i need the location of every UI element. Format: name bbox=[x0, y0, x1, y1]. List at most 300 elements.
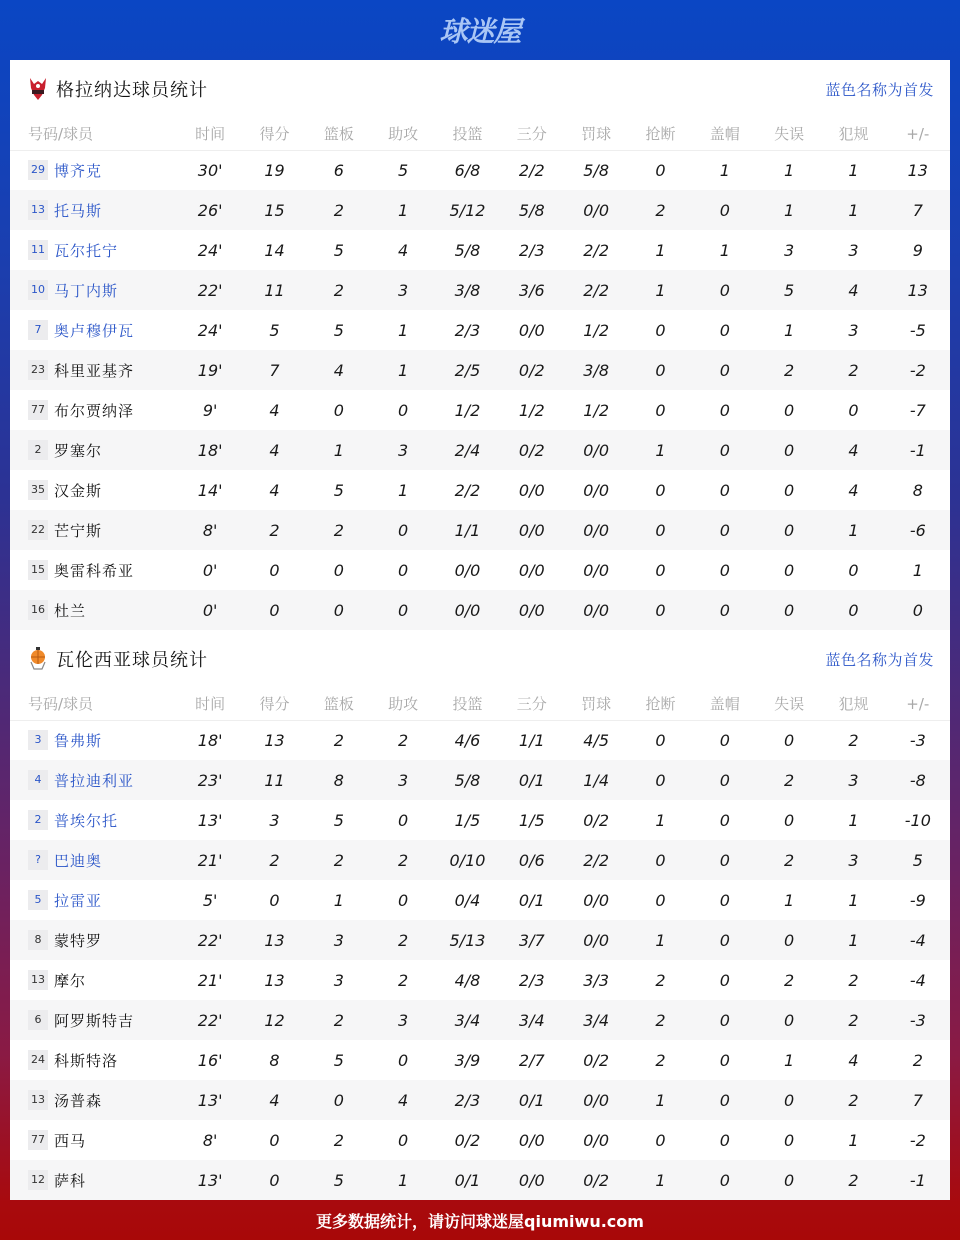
stat-cell: 0 bbox=[719, 1010, 730, 1030]
player-cell bbox=[10, 510, 178, 550]
stat-cell: 2 bbox=[848, 1010, 859, 1030]
player-row[interactable] bbox=[10, 1120, 950, 1160]
jersey-number-badge: 35 bbox=[28, 480, 48, 500]
stat-cell: 7 bbox=[912, 1090, 923, 1110]
stat-cell: 4/5 bbox=[583, 730, 609, 750]
stat-cell: 0/0 bbox=[518, 560, 545, 580]
player-name-link[interactable]: 巴迪奥 bbox=[54, 851, 103, 870]
stat-cell: 0 bbox=[655, 730, 666, 750]
jersey-number-badge: 15 bbox=[28, 560, 48, 580]
column-header: +/- bbox=[886, 118, 950, 150]
column-header: 盖帽 bbox=[693, 118, 757, 150]
stat-cell: 0 bbox=[784, 930, 795, 950]
player-name-link[interactable]: 马丁内斯 bbox=[54, 281, 119, 300]
stat-cell: 0 bbox=[719, 930, 730, 950]
stat-cell: 0 bbox=[655, 320, 666, 340]
stat-cell: 3/7 bbox=[518, 930, 545, 950]
stat-cell: -3 bbox=[909, 1010, 926, 1030]
jersey-number-badge: 11 bbox=[28, 240, 48, 260]
player-name-link[interactable]: 拉雷亚 bbox=[54, 891, 103, 910]
stat-cell: 15 bbox=[264, 200, 285, 220]
stat-cell: 5 bbox=[333, 1050, 344, 1070]
stat-cell: 4 bbox=[269, 480, 280, 500]
stat-cell: 0/0 bbox=[518, 320, 545, 340]
stat-cell: 2 bbox=[848, 970, 859, 990]
stat-cell: 0 bbox=[719, 280, 730, 300]
stat-cell: 2 bbox=[848, 1090, 859, 1110]
jersey-number-badge: 6 bbox=[28, 1010, 48, 1030]
stat-cell: 4 bbox=[848, 1050, 859, 1070]
player-name-link[interactable]: 普拉迪利亚 bbox=[54, 771, 135, 790]
column-header: 投篮 bbox=[435, 688, 499, 720]
table-header-row bbox=[10, 118, 950, 150]
player-row[interactable] bbox=[10, 510, 950, 550]
stat-cell: 0 bbox=[655, 480, 666, 500]
jersey-number-badge: 2 bbox=[28, 810, 48, 830]
stat-cell: 4 bbox=[848, 280, 859, 300]
stat-cell: 0 bbox=[784, 560, 795, 580]
stat-cell: 0 bbox=[398, 520, 409, 540]
stat-cell: 2 bbox=[912, 1050, 923, 1070]
player-name-link[interactable]: 罗塞尔 bbox=[54, 441, 103, 460]
stat-cell: 2 bbox=[333, 1010, 344, 1030]
team-title-text: 格拉纳达球员统计 bbox=[56, 80, 208, 101]
granada-team-logo-icon bbox=[28, 77, 48, 101]
player-cell bbox=[10, 390, 178, 430]
stat-cell: 1 bbox=[848, 520, 859, 540]
stat-cell: 0 bbox=[719, 560, 730, 580]
stat-cell: 0 bbox=[784, 1090, 795, 1110]
stat-cell: 7 bbox=[912, 200, 923, 220]
stat-cell: 0 bbox=[784, 1130, 795, 1150]
stat-cell: -2 bbox=[909, 360, 926, 380]
player-row[interactable] bbox=[10, 880, 950, 920]
stat-cell: 16' bbox=[197, 1050, 223, 1070]
stat-cell: 2 bbox=[655, 200, 666, 220]
stat-cell: 8' bbox=[202, 1130, 218, 1150]
player-row[interactable] bbox=[10, 230, 950, 270]
stat-cell: 1 bbox=[784, 890, 795, 910]
player-row[interactable] bbox=[10, 760, 950, 800]
stat-cell: 6 bbox=[333, 160, 344, 180]
stat-cell: 18' bbox=[197, 440, 223, 460]
player-name-link[interactable]: 蒙特罗 bbox=[54, 931, 103, 950]
stat-cell: 0/0 bbox=[583, 560, 609, 580]
column-header: 助攻 bbox=[371, 688, 435, 720]
stat-cell: 0 bbox=[719, 1090, 730, 1110]
player-cell bbox=[10, 310, 178, 350]
team-stats-card-valencia bbox=[10, 630, 950, 1200]
player-name-link[interactable]: 汤普森 bbox=[54, 1091, 103, 1110]
stat-cell: 3/4 bbox=[454, 1010, 481, 1030]
stat-cell: 13 bbox=[264, 930, 285, 950]
stat-cell: 5' bbox=[202, 890, 218, 910]
stat-cell: 2 bbox=[333, 850, 344, 870]
column-header: 号码/球员 bbox=[10, 118, 178, 150]
stat-cell: 0 bbox=[719, 320, 730, 340]
stat-cell: 0/0 bbox=[583, 520, 609, 540]
stat-cell: 2/7 bbox=[518, 1050, 545, 1070]
stat-cell: 13' bbox=[197, 1090, 223, 1110]
stat-cell: 13 bbox=[907, 160, 928, 180]
stat-cell: 0 bbox=[784, 1170, 795, 1190]
player-cell bbox=[10, 150, 178, 190]
stat-cell: 0/2 bbox=[583, 1170, 609, 1190]
stat-cell: 0 bbox=[912, 600, 923, 620]
player-cell bbox=[10, 960, 178, 1000]
player-row[interactable] bbox=[10, 150, 950, 190]
stat-cell: 8' bbox=[202, 520, 218, 540]
stat-cell: 3 bbox=[333, 970, 344, 990]
stat-cell: 0 bbox=[784, 440, 795, 460]
stat-cell: -7 bbox=[909, 400, 926, 420]
stat-cell: 0/0 bbox=[518, 520, 545, 540]
stat-cell: 0/4 bbox=[454, 890, 481, 910]
stat-cell: 1 bbox=[333, 440, 344, 460]
player-cell bbox=[10, 470, 178, 510]
stat-cell: -5 bbox=[909, 320, 926, 340]
stat-cell: 0 bbox=[655, 770, 666, 790]
player-row[interactable] bbox=[10, 960, 950, 1000]
player-row[interactable] bbox=[10, 430, 950, 470]
stat-cell: 0 bbox=[655, 600, 666, 620]
stat-cell: 3 bbox=[398, 280, 409, 300]
stat-cell: 13 bbox=[264, 730, 285, 750]
player-row[interactable] bbox=[10, 350, 950, 390]
stat-cell: 14 bbox=[264, 240, 285, 260]
player-name-link[interactable]: 科里亚基齐 bbox=[54, 361, 135, 380]
player-row[interactable] bbox=[10, 310, 950, 350]
player-cell bbox=[10, 1000, 178, 1040]
stat-cell: 1 bbox=[655, 440, 666, 460]
stat-cell: 3/4 bbox=[583, 1010, 609, 1030]
stat-cell: -4 bbox=[909, 970, 926, 990]
stat-cell: 0 bbox=[398, 400, 409, 420]
team-stats-card-granada bbox=[10, 60, 950, 630]
column-header: +/- bbox=[886, 688, 950, 720]
stat-cell: 0 bbox=[784, 1010, 795, 1030]
stat-cell: 2 bbox=[655, 1050, 666, 1070]
player-name-link[interactable]: 托马斯 bbox=[54, 201, 103, 220]
player-name-link[interactable]: 西马 bbox=[54, 1131, 87, 1150]
stat-cell: 2 bbox=[398, 850, 409, 870]
jersey-number-badge: 16 bbox=[28, 600, 48, 620]
player-name-link[interactable]: 鲁弗斯 bbox=[54, 731, 103, 750]
stat-cell: 0 bbox=[719, 440, 730, 460]
jersey-number-badge: 5 bbox=[28, 890, 48, 910]
stat-cell: 0 bbox=[333, 1090, 344, 1110]
stat-cell: 0 bbox=[719, 520, 730, 540]
stat-cell: 0 bbox=[719, 970, 730, 990]
player-cell bbox=[10, 190, 178, 230]
stat-cell: 2 bbox=[333, 730, 344, 750]
stat-cell: 26' bbox=[197, 200, 223, 220]
stat-cell: 1/2 bbox=[583, 400, 609, 420]
stat-cell: 4/8 bbox=[454, 970, 481, 990]
stat-cell: 11 bbox=[264, 770, 285, 790]
player-name-link[interactable]: 普埃尔托 bbox=[54, 811, 119, 830]
player-name-link[interactable]: 杜兰 bbox=[54, 601, 87, 620]
stat-cell: 4 bbox=[269, 1090, 280, 1110]
column-header: 犯规 bbox=[821, 118, 885, 150]
player-cell bbox=[10, 350, 178, 390]
stat-cell: 2 bbox=[784, 770, 795, 790]
site-logo[interactable]: 球迷屋 bbox=[439, 15, 521, 48]
stat-cell: 13' bbox=[197, 1170, 223, 1190]
stat-cell: 2/3 bbox=[518, 970, 545, 990]
stat-cell: 0 bbox=[655, 850, 666, 870]
stat-cell: 3 bbox=[269, 810, 280, 830]
stat-cell: 22' bbox=[197, 930, 223, 950]
player-cell bbox=[10, 920, 178, 960]
stat-cell: 3 bbox=[848, 240, 859, 260]
stat-cell: 0 bbox=[784, 520, 795, 540]
stat-cell: 0 bbox=[269, 600, 280, 620]
stat-cell: 0/0 bbox=[518, 600, 545, 620]
player-row[interactable] bbox=[10, 550, 950, 590]
stat-cell: 1 bbox=[398, 480, 409, 500]
stat-cell: 0 bbox=[655, 360, 666, 380]
stat-cell: 6/8 bbox=[454, 160, 481, 180]
stat-cell: 1 bbox=[912, 560, 923, 580]
stat-cell: 3/8 bbox=[583, 360, 609, 380]
stat-cell: 2 bbox=[784, 850, 795, 870]
stat-cell: 5 bbox=[398, 160, 409, 180]
stat-cell: 0/0 bbox=[454, 600, 481, 620]
stat-cell: 5 bbox=[912, 850, 923, 870]
player-cell bbox=[10, 840, 178, 880]
stat-cell: 8 bbox=[333, 770, 344, 790]
stat-cell: 24' bbox=[197, 240, 223, 260]
stat-cell: 5 bbox=[269, 320, 280, 340]
stat-cell: -9 bbox=[909, 890, 926, 910]
stat-cell: 0 bbox=[655, 560, 666, 580]
stat-cell: 5/13 bbox=[449, 930, 486, 950]
column-header: 盖帽 bbox=[693, 688, 757, 720]
stat-cell: 8 bbox=[269, 1050, 280, 1070]
stat-cell: 4 bbox=[269, 400, 280, 420]
stat-cell: 0 bbox=[719, 730, 730, 750]
jersey-number-badge: 10 bbox=[28, 280, 48, 300]
stat-cell: 3 bbox=[398, 770, 409, 790]
stat-cell: 0 bbox=[784, 810, 795, 830]
jersey-number-badge: 7 bbox=[28, 320, 48, 340]
stat-cell: 3/8 bbox=[454, 280, 481, 300]
stat-cell: 21' bbox=[197, 850, 223, 870]
stat-cell: 0 bbox=[719, 890, 730, 910]
stat-cell: 1 bbox=[655, 810, 666, 830]
stat-cell: 0/0 bbox=[583, 1090, 609, 1110]
stat-cell: 3/4 bbox=[518, 1010, 545, 1030]
player-cell bbox=[10, 270, 178, 310]
stat-cell: 3 bbox=[848, 770, 859, 790]
stat-cell: 2 bbox=[333, 1130, 344, 1150]
stat-cell: -10 bbox=[904, 810, 931, 830]
stat-cell: 2/3 bbox=[454, 1090, 481, 1110]
stat-cell: 1 bbox=[398, 1170, 409, 1190]
stat-cell: 1 bbox=[784, 160, 795, 180]
column-header: 时间 bbox=[178, 688, 242, 720]
stat-cell: 2 bbox=[333, 280, 344, 300]
stat-cell: 0 bbox=[719, 400, 730, 420]
stat-cell: 1 bbox=[333, 890, 344, 910]
stat-cell: 0 bbox=[398, 810, 409, 830]
stat-cell: 0/0 bbox=[518, 480, 545, 500]
player-row[interactable] bbox=[10, 1080, 950, 1120]
stat-cell: 0/1 bbox=[518, 890, 545, 910]
player-name-link[interactable]: 汉金斯 bbox=[54, 481, 103, 500]
team-title bbox=[28, 646, 208, 672]
column-header: 助攻 bbox=[371, 118, 435, 150]
stat-cell: 14' bbox=[197, 480, 223, 500]
stat-cell: 4 bbox=[269, 440, 280, 460]
column-header: 时间 bbox=[178, 118, 242, 150]
stat-cell: 5/8 bbox=[583, 160, 609, 180]
column-header: 三分 bbox=[500, 688, 564, 720]
column-header: 失误 bbox=[757, 688, 821, 720]
jersey-number-badge: ? bbox=[28, 850, 48, 870]
column-header: 抢断 bbox=[628, 688, 692, 720]
stat-cell: 0 bbox=[398, 600, 409, 620]
player-row[interactable] bbox=[10, 1160, 950, 1200]
stat-cell: 19' bbox=[197, 360, 223, 380]
stat-cell: 13 bbox=[264, 970, 285, 990]
stat-cell: 1/5 bbox=[518, 810, 545, 830]
stat-cell: -4 bbox=[909, 930, 926, 950]
stat-cell: 0/10 bbox=[449, 850, 486, 870]
stat-cell: 0 bbox=[655, 1130, 666, 1150]
table-body bbox=[10, 720, 950, 1200]
stat-cell: 5 bbox=[333, 320, 344, 340]
player-row[interactable] bbox=[10, 920, 950, 960]
player-row[interactable] bbox=[10, 590, 950, 630]
card-header bbox=[10, 630, 950, 688]
stat-cell: 0 bbox=[784, 730, 795, 750]
stat-cell: 1 bbox=[398, 200, 409, 220]
stat-cell: 0 bbox=[848, 400, 859, 420]
player-name-link[interactable]: 布尔贾纳泽 bbox=[54, 401, 135, 420]
team-title bbox=[28, 76, 208, 102]
stat-cell: 30' bbox=[197, 160, 223, 180]
player-name-link[interactable]: 科斯特洛 bbox=[54, 1051, 119, 1070]
stat-cell: 0/1 bbox=[518, 770, 545, 790]
stat-cell: 4 bbox=[848, 480, 859, 500]
player-row[interactable] bbox=[10, 1040, 950, 1080]
player-name-link[interactable]: 奥卢穆伊瓦 bbox=[54, 321, 135, 340]
stat-cell: 0/2 bbox=[583, 810, 609, 830]
stat-cell: 1 bbox=[784, 200, 795, 220]
column-header: 篮板 bbox=[307, 688, 371, 720]
stat-cell: 2 bbox=[269, 850, 280, 870]
stat-cell: 1 bbox=[398, 320, 409, 340]
stat-cell: 1/2 bbox=[518, 400, 545, 420]
stat-cell: 0/2 bbox=[583, 1050, 609, 1070]
stat-cell: 3 bbox=[398, 440, 409, 460]
player-row[interactable] bbox=[10, 1000, 950, 1040]
stat-cell: 9 bbox=[912, 240, 923, 260]
stat-cell: 0 bbox=[398, 560, 409, 580]
column-header: 得分 bbox=[242, 118, 306, 150]
stat-cell: 2 bbox=[848, 1170, 859, 1190]
stat-cell: 0 bbox=[269, 560, 280, 580]
table-body bbox=[10, 150, 950, 630]
jersey-number-badge: 3 bbox=[28, 730, 48, 750]
player-name-link[interactable]: 阿罗斯特吉 bbox=[54, 1011, 135, 1030]
stat-cell: 3 bbox=[848, 320, 859, 340]
stat-cell: 0/0 bbox=[583, 1130, 609, 1150]
player-name-link[interactable]: 博齐克 bbox=[54, 161, 103, 180]
player-name-link[interactable]: 萨科 bbox=[54, 1171, 87, 1190]
stat-cell: 0 bbox=[784, 600, 795, 620]
player-cell bbox=[10, 800, 178, 840]
stat-cell: 0 bbox=[269, 1170, 280, 1190]
stat-cell: 0/0 bbox=[518, 1130, 545, 1150]
stat-cell: 9' bbox=[202, 400, 218, 420]
player-row[interactable] bbox=[10, 800, 950, 840]
player-cell bbox=[10, 720, 178, 760]
stat-cell: -3 bbox=[909, 730, 926, 750]
player-stats-table bbox=[10, 118, 950, 630]
stat-cell: 0 bbox=[333, 600, 344, 620]
stat-cell: 2/2 bbox=[583, 240, 609, 260]
player-cell bbox=[10, 590, 178, 630]
stat-cell: 2/3 bbox=[454, 320, 481, 340]
stat-cell: 1/5 bbox=[454, 810, 481, 830]
jersey-number-badge: 77 bbox=[28, 1130, 48, 1150]
stat-cell: 3/9 bbox=[454, 1050, 481, 1070]
stat-cell: 4 bbox=[398, 240, 409, 260]
player-row[interactable] bbox=[10, 720, 950, 760]
player-name-link[interactable]: 奥雷科希亚 bbox=[54, 561, 135, 580]
footer-link-text[interactable]: 更多数据统计，请访问球迷屋qiumiwu.com bbox=[316, 1211, 644, 1231]
player-row[interactable] bbox=[10, 840, 950, 880]
stat-cell: 1 bbox=[398, 360, 409, 380]
stat-cell: 1 bbox=[655, 240, 666, 260]
stat-cell: 1 bbox=[848, 890, 859, 910]
stat-cell: 13' bbox=[197, 810, 223, 830]
player-row[interactable] bbox=[10, 270, 950, 310]
player-stats-table bbox=[10, 688, 950, 1200]
column-header: 篮板 bbox=[307, 118, 371, 150]
column-header: 犯规 bbox=[821, 688, 885, 720]
player-row[interactable] bbox=[10, 470, 950, 510]
column-header: 抢断 bbox=[628, 118, 692, 150]
stat-cell: -8 bbox=[909, 770, 926, 790]
player-cell bbox=[10, 1040, 178, 1080]
jersey-number-badge: 13 bbox=[28, 970, 48, 990]
player-cell bbox=[10, 1160, 178, 1200]
column-header: 失误 bbox=[757, 118, 821, 150]
stat-cell: 1 bbox=[848, 200, 859, 220]
player-row[interactable] bbox=[10, 190, 950, 230]
stat-cell: 2 bbox=[398, 730, 409, 750]
player-name-link[interactable]: 芒宁斯 bbox=[54, 521, 103, 540]
stat-cell: 3 bbox=[784, 240, 795, 260]
jersey-number-badge: 4 bbox=[28, 770, 48, 790]
player-name-link[interactable]: 摩尔 bbox=[54, 971, 87, 990]
stat-cell: 0 bbox=[655, 520, 666, 540]
stat-cell: 0 bbox=[655, 160, 666, 180]
stat-cell: 1 bbox=[655, 280, 666, 300]
stat-cell: 0 bbox=[719, 1130, 730, 1150]
player-name-link[interactable]: 瓦尔托宁 bbox=[54, 241, 119, 260]
stat-cell: 24' bbox=[197, 320, 223, 340]
stat-cell: 22' bbox=[197, 280, 223, 300]
player-row[interactable] bbox=[10, 390, 950, 430]
stat-cell: 2/2 bbox=[518, 160, 545, 180]
stat-cell: 3 bbox=[398, 1010, 409, 1030]
stat-cell: 2 bbox=[784, 360, 795, 380]
